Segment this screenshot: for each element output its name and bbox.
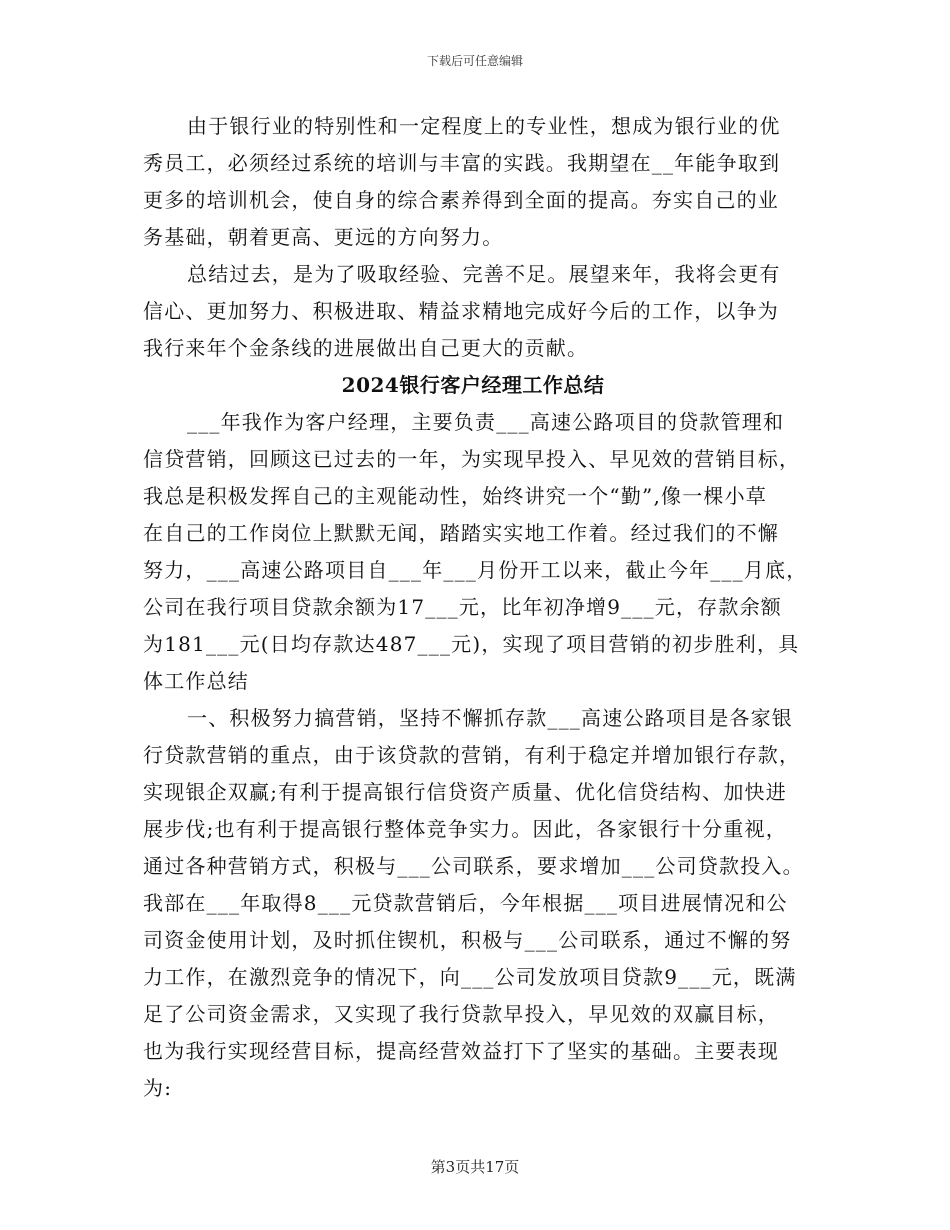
document-body bbox=[143, 108, 808, 1107]
text-line: 行贷款营销的重点，由于该贷款的营销，有利于稳定并增加银行存款， bbox=[143, 743, 801, 767]
paragraph bbox=[143, 404, 808, 700]
page-number: 第3页共17页 bbox=[430, 1158, 520, 1176]
text-line: 力工作，在激烈竞争的情况下，向___公司发放项目贷款9___元，既满 bbox=[143, 965, 797, 989]
text-line: 在自己的工作岗位上默默无闻，踏踏实实地工作着。经过我们的不懈 bbox=[143, 521, 779, 545]
text-line: ___年我作为客户经理，主要负责___高速公路项目的贷款管理和 bbox=[187, 410, 785, 434]
text-line: 通过各种营销方式，积极与___公司联系，要求增加___公司贷款投入。 bbox=[143, 854, 804, 878]
text-line: 信心、更加努力、积极进取、精益求精地完成好今后的工作，以争为 bbox=[143, 299, 779, 323]
text-line: 一、积极努力搞营销，坚持不懈抓存款___高速公路项目是各家银 bbox=[187, 706, 793, 730]
text-line: 为: bbox=[143, 1076, 173, 1100]
text-line: 司资金使用计划，及时抓住锲机，积极与___公司联系，通过不懈的努 bbox=[143, 928, 792, 952]
page-header: 下载后可任意编辑 bbox=[426, 54, 523, 68]
text-line: 也为我行实现经营目标，提高经营效益打下了坚实的基础。主要表现 bbox=[143, 1039, 779, 1063]
text-line: 务基础，朝着更高、更远的方向努力。 bbox=[143, 225, 504, 249]
text-line: 体工作总结 bbox=[143, 669, 249, 693]
text-line: 足了公司资金需求，又实现了我行贷款早投入，早见效的双赢目标， bbox=[143, 1002, 779, 1026]
text-line: 我部在___年取得8___元贷款营销后，今年根据___项目进展情况和公 bbox=[143, 891, 788, 915]
paragraph bbox=[143, 108, 803, 256]
text-line: 我行来年个金条线的进展做出自己更大的贡献。 bbox=[143, 336, 589, 360]
text-line: 为181___元(日均存款达487___元)，实现了项目营销的初步胜利，具 bbox=[143, 632, 800, 656]
text-line: 展步伐;也有利于提高银行整体竞争实力。因此，各家银行十分重视， bbox=[143, 817, 787, 841]
text-line: 实现银企双赢;有利于提高银行信贷资产质量、优化信贷结构、加快进 bbox=[143, 780, 787, 804]
section-title: 2024银行客户经理工作总结 bbox=[341, 373, 605, 397]
text-line: 由于银行业的特别性和一定程度上的专业性，想成为银行业的优 bbox=[187, 114, 781, 138]
text-line: 我总是积极发挥自己的主观能动性，始终讲究一个“勤”,像一棵小草 bbox=[143, 484, 768, 508]
text-line: 秀员工，必须经过系统的培训与丰富的实践。我期望在__年能争取到 bbox=[143, 151, 781, 175]
text-line: 努力，___高速公路项目自___年___月份开工以来，截止今年___月底， bbox=[143, 558, 808, 582]
text-line: 更多的培训机会，使自身的综合素养得到全面的提高。夯实自己的业 bbox=[143, 188, 779, 212]
text-line: 信贷营销，回顾这已过去的一年，为实现早投入、早见效的营销目标， bbox=[143, 447, 801, 471]
paragraph bbox=[143, 256, 803, 367]
text-line: 总结过去，是为了吸取经验、完善不足。展望来年，我将会更有 bbox=[187, 262, 781, 286]
text-line: 公司在我行项目贷款余额为17___元，比年初净增9___元，存款余额 bbox=[143, 595, 782, 619]
paragraph bbox=[143, 700, 803, 1107]
